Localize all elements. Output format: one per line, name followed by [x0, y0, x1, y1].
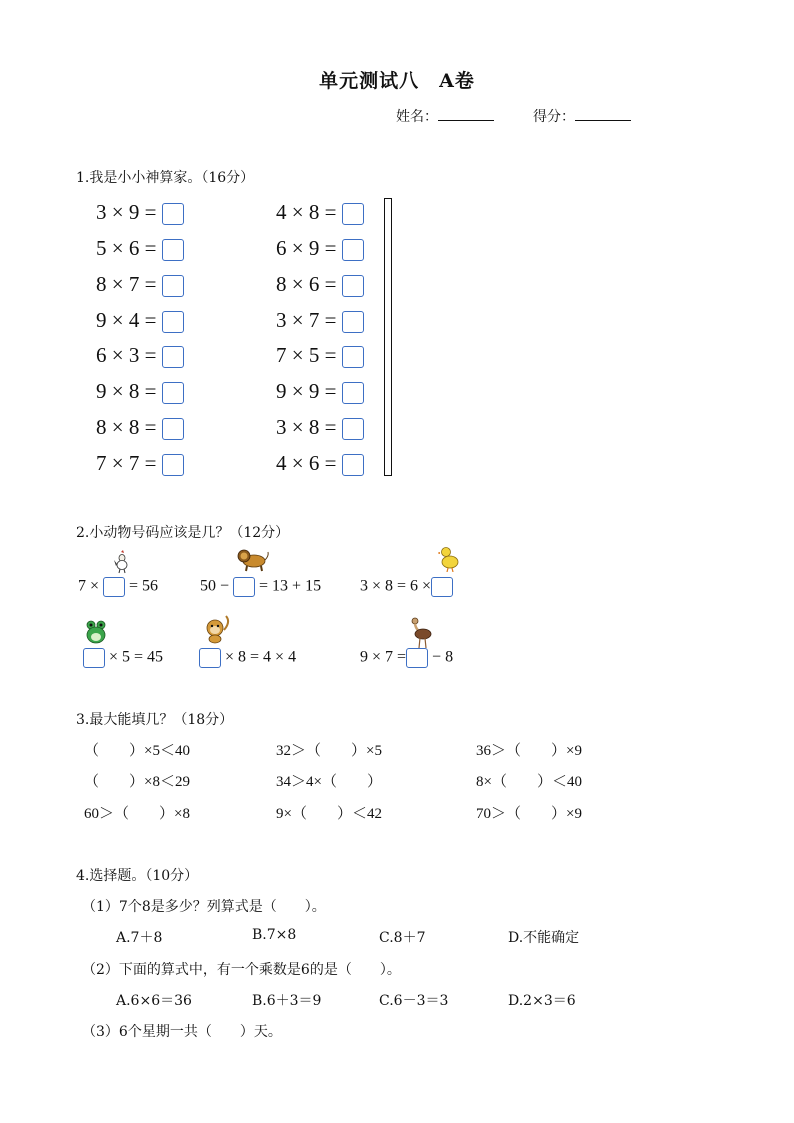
question-1: （1）7个8是多少？列算式是（ ）。 — [82, 899, 326, 915]
answer-box[interactable] — [406, 648, 428, 668]
animal-equation-6: 9 × 7 = − 8 — [360, 648, 453, 668]
equation-right-3: 8 × 6 = — [276, 272, 364, 297]
animal-equation-3: 3 × 8 = 6 × — [360, 577, 453, 597]
equation-right-6: 9 × 9 = — [276, 379, 364, 404]
section4-heading: 4.选择题。（10分） — [76, 868, 199, 884]
answer-box[interactable] — [103, 577, 125, 597]
inequality-1-3: 36＞（ ）×9 — [476, 743, 582, 759]
duck-icon — [438, 546, 460, 572]
equation-right-7: 3 × 8 = — [276, 415, 364, 440]
answer-box[interactable] — [342, 275, 364, 297]
name-blank[interactable] — [438, 108, 494, 121]
page-title: 单元测试八 A卷 — [319, 70, 475, 92]
question-2: （2）下面的算式中，有一个乘数是6的是（ ）。 — [82, 962, 401, 978]
inequality-2-1: （ ）×8＜29 — [84, 774, 190, 790]
equation-left-5: 6 × 3 = — [96, 343, 184, 368]
equation-left-2: 5 × 6 = — [96, 236, 184, 261]
option-2d[interactable]: D.2×3＝6 — [508, 993, 576, 1009]
answer-box[interactable] — [162, 275, 184, 297]
question-3: （3）6个星期一共（ ）天。 — [82, 1024, 282, 1040]
frog-icon — [84, 620, 108, 646]
vertical-bracket — [384, 198, 392, 476]
equation-left-8: 7 × 7 = — [96, 451, 184, 476]
equation-left-3: 8 × 7 = — [96, 272, 184, 297]
option-2a[interactable]: A.6×6＝36 — [116, 993, 192, 1009]
monkey-icon — [204, 614, 232, 644]
answer-box[interactable] — [342, 346, 364, 368]
section3-heading: 3.最大能填几？（18分） — [76, 712, 234, 728]
inequality-2-3: 8×（ ）＜40 — [476, 774, 582, 790]
answer-box[interactable] — [342, 203, 364, 225]
answer-box[interactable] — [342, 382, 364, 404]
name-field[interactable] — [396, 106, 494, 126]
equation-left-1: 3 × 9 = — [96, 200, 184, 225]
inequality-2-2: 34＞4×（ ） — [276, 774, 382, 790]
answer-box[interactable] — [342, 418, 364, 440]
answer-box[interactable] — [83, 648, 105, 668]
option-1b[interactable]: B.7×8 — [252, 927, 297, 943]
inequality-3-1: 60＞（ ）×8 — [84, 806, 190, 822]
animal-equation-2: 50 − = 13 + 15 — [200, 577, 321, 597]
equation-right-4: 3 × 7 = — [276, 308, 364, 333]
answer-box[interactable] — [162, 454, 184, 476]
name-label: 姓名： — [396, 109, 438, 125]
inequality-1-1: （ ）×5＜40 — [84, 743, 190, 759]
equation-left-6: 9 × 8 = — [96, 379, 184, 404]
rooster-icon — [114, 550, 130, 574]
answer-box[interactable] — [162, 346, 184, 368]
lion-icon — [236, 548, 270, 572]
equation-right-2: 6 × 9 = — [276, 236, 364, 261]
answer-box[interactable] — [233, 577, 255, 597]
equation-right-1: 4 × 8 = — [276, 200, 364, 225]
answer-box[interactable] — [162, 239, 184, 261]
section2-heading: 2.小动物号码应该是几？（12分） — [76, 525, 290, 541]
option-1a[interactable]: A.7＋8 — [116, 930, 163, 946]
animal-equation-4: × 5 = 45 — [83, 648, 163, 668]
answer-box[interactable] — [199, 648, 221, 668]
equation-right-8: 4 × 6 = — [276, 451, 364, 476]
option-1c[interactable]: C.8＋7 — [379, 930, 426, 946]
answer-box[interactable] — [162, 311, 184, 333]
answer-box[interactable] — [162, 203, 184, 225]
answer-box[interactable] — [342, 311, 364, 333]
animal-equation-1: 7 × = 56 — [78, 577, 158, 597]
section1-heading: 1.我是小小神算家。（16分） — [76, 170, 255, 186]
equation-left-7: 8 × 8 = — [96, 415, 184, 440]
answer-box[interactable] — [431, 577, 453, 597]
answer-box[interactable] — [162, 418, 184, 440]
inequality-3-3: 70＞（ ）×9 — [476, 806, 582, 822]
equation-left-4: 9 × 4 = — [96, 308, 184, 333]
answer-box[interactable] — [162, 382, 184, 404]
answer-box[interactable] — [342, 239, 364, 261]
option-1d[interactable]: D.不能确定 — [508, 930, 580, 946]
answer-box[interactable] — [342, 454, 364, 476]
inequality-1-2: 32＞（ ）×5 — [276, 743, 382, 759]
inequality-3-2: 9×（ ）＜42 — [276, 806, 382, 822]
score-blank[interactable] — [575, 108, 631, 121]
option-2b[interactable]: B.6＋3＝9 — [252, 993, 322, 1009]
score-field[interactable] — [533, 106, 631, 126]
option-2c[interactable]: C.6－3＝3 — [379, 993, 449, 1009]
score-label: 得分： — [533, 109, 575, 125]
animal-equation-5: × 8 = 4 × 4 — [199, 648, 296, 668]
ostrich-icon — [410, 617, 432, 649]
equation-right-5: 7 × 5 = — [276, 343, 364, 368]
